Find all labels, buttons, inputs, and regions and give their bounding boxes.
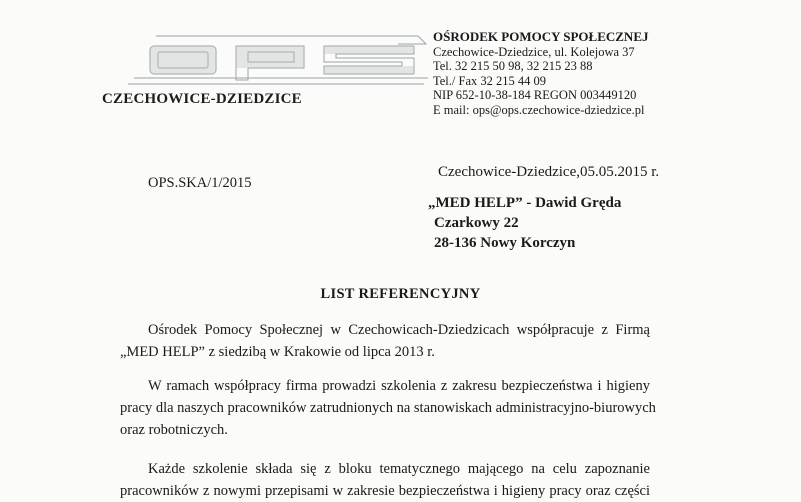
recipient-city: 28-136 Nowy Korczyn — [434, 235, 576, 251]
ops-logo — [128, 30, 428, 90]
city-name: CZECHOWICE-DZIEDZICE — [102, 91, 302, 107]
paragraph-2 — [120, 375, 656, 441]
reference-number: OPS.SKA/1/2015 — [148, 175, 252, 191]
org-name: OŚRODEK POMOCY SPOŁECZNEJ — [433, 29, 649, 44]
paragraph-3 — [120, 458, 650, 502]
document-title: LIST REFERENCYJNY — [320, 286, 481, 302]
recipient-street: Czarkowy 22 — [434, 215, 519, 231]
paragraph-line: pracowników z nowymi przepisami w zakresie bezpieczeństwa i higieny pracy oraz części — [120, 483, 650, 499]
paragraph-line: „MED HELP” z siedzibą w Krakowie od lipca 2013 r. — [120, 344, 435, 360]
org-fax: Tel./ Fax 32 215 44 09 — [433, 73, 547, 88]
paragraph-line: oraz robotniczych. — [120, 422, 228, 438]
org-email: E mail: ops@ops.czechowice-dziedzice.pl — [433, 102, 645, 117]
place-date: Czechowice-Dziedzice,05.05.2015 r. — [438, 164, 660, 180]
org-ids: NIP 652-10-38-184 REGON 003449120 — [433, 88, 637, 103]
paragraph-line: Ośrodek Pomocy Społecznej w Czechowicach-Dziedzicach współpracuje z Firmą — [148, 322, 650, 338]
paragraph-line: W ramach współpracy firma prowadzi szkolenia z zakresu bezpieczeństwa i higieny — [148, 378, 650, 394]
recipient-block — [428, 193, 621, 253]
org-address: Czechowice-Dziedzice, ul. Kolejowa 37 — [433, 44, 635, 59]
recipient-name: „MED HELP” - Dawid Gręda — [428, 195, 622, 211]
paragraph-line: pracy dla naszych pracowników zatrudnionych na stanowiskach administracyjno-biurowych — [120, 400, 656, 416]
org-phone: Tel. 32 215 50 98, 32 215 23 88 — [433, 59, 593, 74]
org-header — [433, 30, 648, 118]
paragraph-line: Każde szkolenie składa się z bloku tematycznego mającego na celu zapoznanie — [148, 461, 650, 477]
paragraph-1 — [120, 319, 650, 363]
